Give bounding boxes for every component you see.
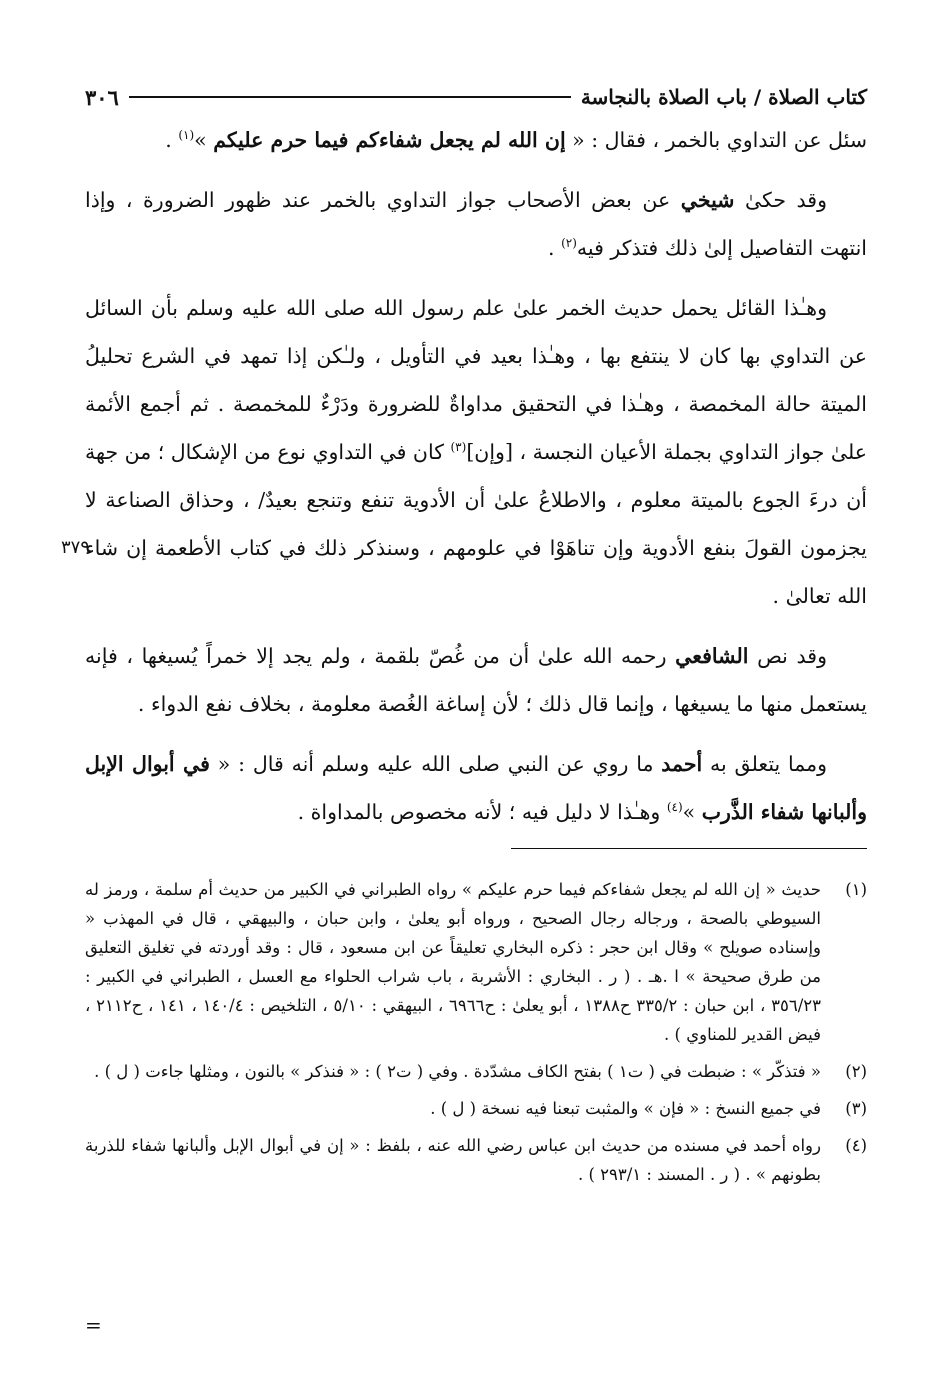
running-title: كتاب الصلاة / باب الصلاة بالنجاسة [580, 85, 867, 109]
text-span: ما روي عن النبي صلى الله عليه وسلم أنه قال : « [209, 752, 662, 776]
footnote-ref: (١) [178, 128, 195, 143]
footnote-4 [85, 1131, 867, 1189]
text-span: » [682, 800, 702, 824]
text-span: وقد نص [748, 644, 828, 668]
bold-name: شيخي [680, 188, 735, 212]
page-header [85, 78, 867, 116]
text-span: وهـٰذا لا دليل فيه ؛ لأنه مخصوص بالمداواة . [297, 800, 667, 824]
text-span: » [194, 128, 214, 152]
bold-name: الشافعي [675, 644, 749, 668]
footnote-3 [85, 1094, 867, 1123]
text-span: عن بعض الأصحاب جواز التداوي بالخمر عند ظهور الضرورة ، وإذا انتهت التفاصيل إلىٰ ذلك فتذكر فيه [85, 188, 867, 260]
bold-name: أحمد [661, 752, 703, 776]
text-span: . [165, 128, 179, 152]
paragraph-5 [85, 740, 867, 836]
footnote-number: (١) [845, 880, 867, 899]
hadith-quote: في أبوال الإبل وألبانها شفاء الذَّرب [85, 752, 867, 824]
paragraph-3 [61, 284, 867, 620]
body-text [61, 116, 867, 836]
footnote-number: (٢) [845, 1062, 867, 1081]
footnote-number: (٣) [845, 1099, 867, 1118]
footnote-text: في جميع النسخ : « فإن » والمثبت تبعنا فيه نسخة ( ل ) . [430, 1099, 821, 1118]
footnote-text: حديث « إن الله لم يجعل شفاءكم فيما حرم عليكم » رواه الطبراني في الكبير من حديث أم سلمة ، ورمز له السيوطي بالصحة ، ورجاله رجال الصحيح ، ورواه أبو يعلىٰ ، وابن حبان ، والبيهقي ، قال في المهذب « وإسناده صويلح » وقال ابن حجر : ذكره البخاري تعليقاً عن ابن مسعود ، قال : وقد أوردته في تغليق التعليق من طرق صحيحة » ا .هـ . ( ر . البخاري : الأشربة ، باب شراب الحلواء مع العسل ، الطبراني في الكبير : ٣٥٦/٢٣ ، ابن حبان : ٣٣٥/٢ ح١٣٨٨ ، أبو يعلىٰ : ح٦٩٦٦ ، البيهقي : ٥/١٠ ، التلخيص : ١٤٠/٤ ، ١٤١ ، ح٢١١٢ ، فيض القدير للمناوي ) . [85, 880, 821, 1044]
text-span: . [548, 236, 562, 260]
hadith-quote: إن الله لم يجعل شفاءكم فيما حرم عليكم [213, 128, 566, 152]
book-page [61, 78, 867, 1197]
footnote-number: (٤) [845, 1136, 867, 1155]
text-span: ومما يتعلق به [702, 752, 827, 776]
footnote-2 [85, 1057, 867, 1086]
paragraph-1 [85, 116, 867, 164]
text-span: وقد حكىٰ [734, 188, 827, 212]
footnote-separator [511, 848, 867, 849]
footnote-text: رواه أحمد في مسنده من حديث ابن عباس رضي الله عنه ، بلفظ : « إن في أبوال الإبل وألبانها شفاء للذربة بطونهم » . ( ر . المسند : ٢٩٣/١ ) . [85, 1136, 821, 1184]
page-number: ٣٠٦ [85, 84, 119, 110]
text-span: رحمه الله علىٰ أن من غُصّ بلقمة ، ولم يجد إلا خمراً يُسيغها ، فإنه يستعمل منها ما يسيغها ، وإنما قال ذلك ؛ لأن إساغة الغُصة معلومة ، بخلاف نفع الدواء . [85, 644, 867, 716]
footnote-ref: (٣) [450, 440, 467, 455]
text-span: سئل عن التداوي بالخمر ، فقال : « [565, 128, 867, 152]
footnote-ref: (٢) [561, 236, 577, 251]
text-span: وهـٰذا القائل يحمل حديث الخمر علىٰ علم رسول الله صلى الله عليه وسلم بأن السائل عن التداوي بها كان لا ينتفع بها ، وهـٰذا بعيد في التأويل ، ولـٰكن إذا تمهد في الشرع تحليلُ الميتة حالة المخمصة ، وهـٰذا في التحقيق مداواةٌ للضرورة ودَرْءٌ للمخمصة . ثم أجمع الأئمة علىٰ جواز التداوي بجملة الأعيان النجسة ، [وإن] [85, 296, 867, 464]
paragraph-4 [85, 632, 867, 728]
footnotes [85, 875, 867, 1189]
footnote-1 [85, 875, 867, 1049]
margin-page-number: ٣٧٩ [61, 537, 91, 558]
footnote-text: « فتذكّر » : ضبطت في ( ت١ ) بفتح الكاف مشدّدة . وفي ( ت٢ ) : « فنذكر » بالنون ، ومثلها جاءت ( ل ) . [94, 1062, 821, 1081]
header-rule [129, 96, 571, 98]
continuation-mark: = [85, 1313, 102, 1337]
paragraph-2 [85, 176, 867, 272]
text-span: كان في التداوي نوع من الإشكال ؛ من جهة أن درءَ الجوع بالميتة معلوم ، والاطلاعُ علىٰ أن الأدوية تنفع وتنجع بعيدٌ/ ، وحذاق الصناعة لا يجزمون القولَ بنفع الأدوية وإن تناهَوْا في علومهم ، وسنذكر ذلك في كتاب الأطعمة إن شاء الله تعالىٰ . [85, 440, 867, 608]
footnote-ref: (٤) [666, 800, 683, 815]
